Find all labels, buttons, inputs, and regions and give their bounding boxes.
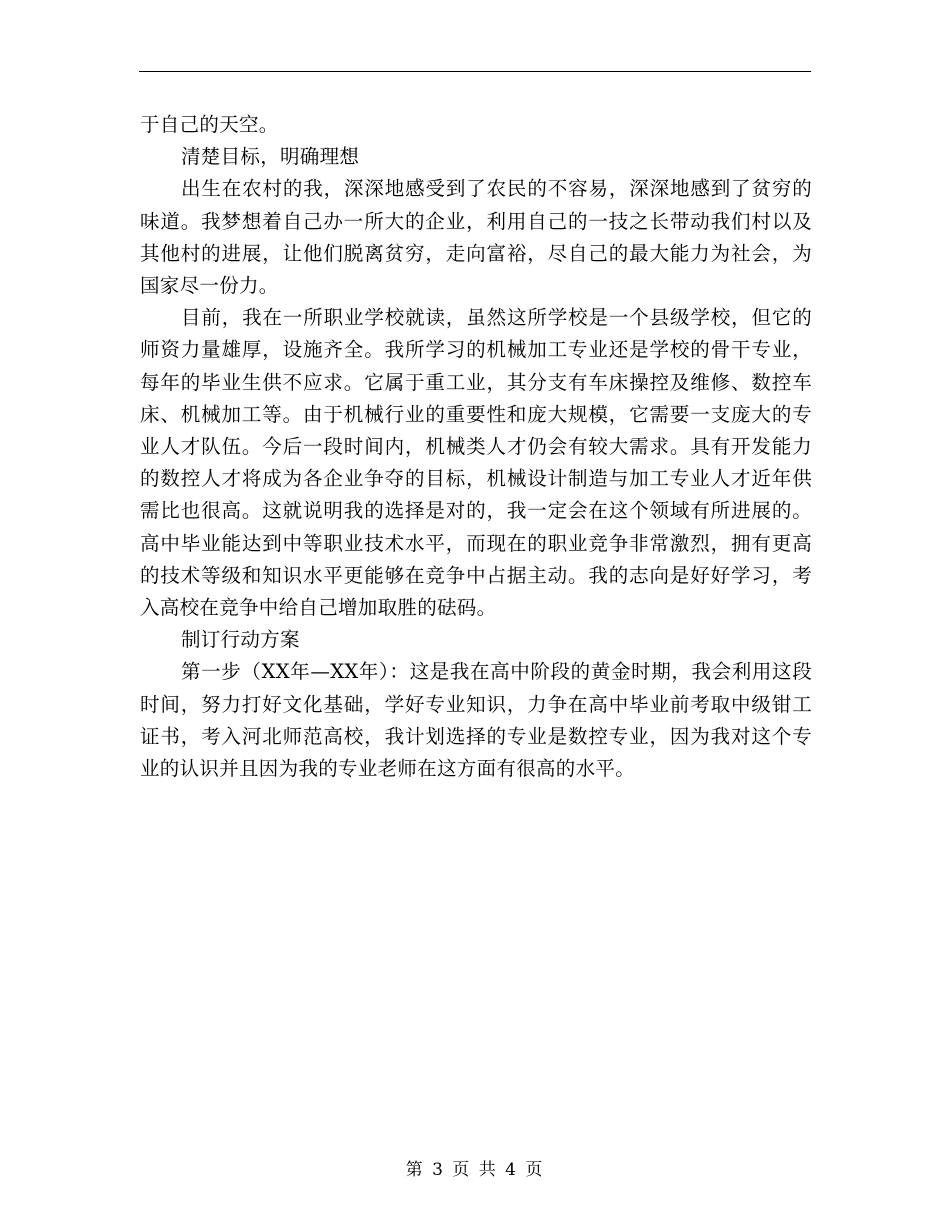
header-rule [139,71,811,72]
paragraph-continuation: 于自己的天空。 [140,113,279,136]
heading-clear-goals: 清楚目标，明确理想 [181,145,360,169]
heading-action-plan: 制订行动方案 [181,628,300,652]
page-number-footer: 第 3 页 共 4 页 [405,1160,545,1180]
document-body [140,109,812,785]
paragraph-step-one: 第一步（XX年—XX年）：这是我在高中阶段的黄金时期，我会利用这段时间，努力打好文化基础，学好专业知识，力争在高中毕业前考取中级钳工证书，考入河北师范高校，我计划选择的专业是数控专业，因为我对这个专业的认识并且因为我的专业老师在这方面有很高的水平。 [140,660,812,781]
paragraph-background: 出生在农村的我，深深地感受到了农民的不容易，深深地感到了贫穷的味道。我梦想着自己办一所大的企业，利用自己的一技之长带动我们村以及其他村的进展，让他们脱离贫穷，走向富裕，尽自己的最大能力为社会，为国家尽一份力。 [140,177,812,298]
paragraph-current-study: 目前，我在一所职业学校就读，虽然这所学校是一个县级学校，但它的师资力量雄厚，设施齐全。我所学习的机械加工专业还是学校的骨干专业，每年的毕业生供不应求。它属于重工业，其分支有车床操控及维修、数控车床、机械加工等。由于机械行业的重要性和庞大规模，它需要一支庞大的专业人才队伍。今后一段时间内，机械类人才仍会有较大需求。具有开发能力的数控人才将成为各企业争夺的目标，机械设计制造与加工专业人才近年供需比也很高。这就说明我的选择是对的，我一定会在这个领域有所进展的。高中毕业能达到中等职业技术水平，而现在的职业竞争非常激烈，拥有更高的技术等级和知识水平更能够在竞争中占据主动。我的志向是好好学习，考入高校在竞争中给自己增加取胜的砝码。 [140,306,812,620]
